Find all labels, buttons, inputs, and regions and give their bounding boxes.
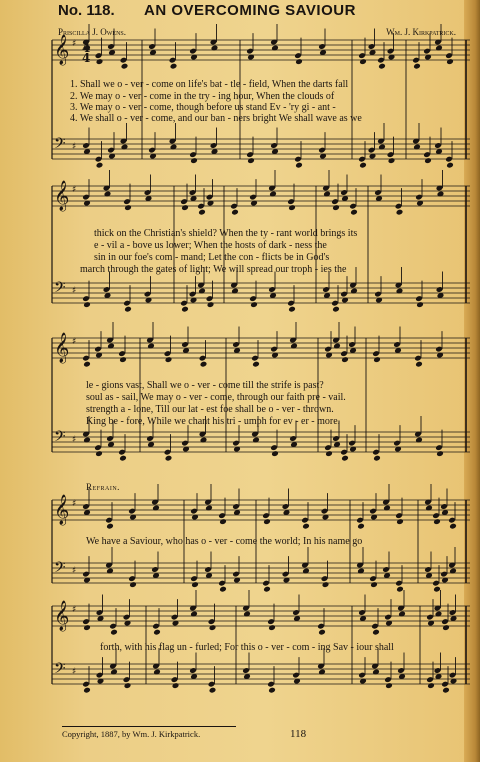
hymn-title: AN OVERCOMING SAVIOUR: [144, 2, 356, 19]
note-head: [170, 63, 178, 70]
hymn-number: No. 118.: [58, 2, 115, 19]
note-head: [124, 682, 132, 689]
lyric-line: thick on the Christian's shield? When the ty - rant world brings its: [94, 228, 358, 239]
note-head: [191, 581, 199, 588]
lyric-line: strength a - lone, Till our lat - est foe shall be o - ver - thrown.: [86, 404, 334, 415]
bass-clef-icon: 𝄢: [54, 559, 66, 580]
composer: Wm. J. Kirkpatrick.: [386, 27, 456, 37]
note-head: [318, 629, 326, 636]
note-head: [359, 162, 367, 169]
note-head: [83, 687, 91, 694]
note-head: [96, 58, 104, 65]
note-head: [268, 687, 276, 694]
treble-clef-icon: 𝄞: [54, 35, 70, 65]
note-head: [83, 301, 91, 308]
note-head: [373, 455, 381, 462]
sharp-icon: ♯: [72, 667, 77, 677]
sharp-icon: ♯: [72, 605, 77, 615]
lyric-line: march through the gates of light; We will spread our troph - ies the: [80, 264, 347, 275]
note-head: [378, 63, 386, 70]
treble-clef-icon: 𝄞: [54, 495, 70, 525]
sharp-icon: ♯: [72, 566, 77, 576]
note-head: [200, 361, 208, 368]
lyricist: Priscilla J. Owens.: [58, 27, 127, 37]
note-head: [416, 301, 424, 308]
note-head: [357, 523, 365, 530]
note-head: [124, 306, 132, 313]
note-head: [83, 361, 91, 368]
lyric-line: forth, with his flag un - furled; For this o - ver - com - ing Sav - iour shall: [100, 642, 394, 653]
lyric-line: 1. Shall we o - ver - come on life's bat - tle - field, When the darts fall: [70, 79, 349, 90]
note-head: [415, 361, 423, 368]
note-head: [250, 301, 258, 308]
note-head: [129, 581, 137, 588]
refrain-label: Refrain.: [86, 482, 120, 492]
note-head: [209, 624, 217, 631]
lyric-line: soul as - sail, We may o - ver - come, through our faith pre - vail.: [86, 392, 346, 403]
sharp-icon: ♯: [72, 142, 77, 152]
page-number: 118: [290, 728, 307, 740]
note-head: [165, 455, 173, 462]
lyric-line: We have a Saviour, who has o - ver - come the world; In his name go: [86, 536, 363, 547]
note-head: [219, 518, 227, 525]
sharp-icon: ♯: [72, 435, 77, 445]
note-head: [433, 586, 441, 593]
footer-rule: [62, 726, 236, 727]
sharp-icon: ♯: [72, 185, 77, 195]
note-head: [288, 204, 296, 211]
note-head: [96, 162, 104, 169]
note-head: [165, 356, 173, 363]
lyric-line: e - vil a - bove us lower; When the hosts of dark - ness the: [94, 240, 327, 251]
copyright-text: Copyright, 1887, by Wm. J. Kirkpatrick.: [62, 729, 201, 739]
note-head: [263, 586, 271, 593]
note-head: [302, 523, 310, 530]
note-head: [332, 204, 340, 211]
note-head: [446, 58, 454, 65]
bass-clef-icon: 𝄢: [54, 660, 66, 681]
note-head: [252, 361, 260, 368]
treble-clef-icon: 𝄞: [54, 181, 70, 211]
note-head: [295, 162, 303, 169]
note-head: [325, 450, 333, 457]
note-head: [288, 306, 296, 313]
sharp-icon: ♯: [72, 499, 77, 509]
note-head: [359, 58, 367, 65]
note-head: [442, 624, 450, 631]
note-head: [247, 157, 255, 164]
note-head: [385, 682, 393, 689]
bass-clef-icon: 𝄢: [54, 428, 66, 449]
note-head: [95, 450, 103, 457]
sharp-icon: ♯: [72, 39, 77, 49]
note-head: [190, 157, 198, 164]
copyright-footer: [62, 728, 307, 740]
note-head: [388, 157, 396, 164]
time-signature: 4: [82, 51, 91, 65]
note-head: [396, 518, 404, 525]
lyric-line: sin in our foe's com - mand; Let the con - flicts be in God's: [94, 252, 330, 263]
lyric-line: le - gions vast, Shall we o - ver - come till the strife is past?: [86, 380, 324, 391]
note-head: [268, 624, 276, 631]
lyric-line: King be - fore, While we chant his tri - umph for ev - er - more.: [86, 416, 341, 427]
note-head: [271, 450, 279, 457]
note-head: [396, 586, 404, 593]
note-head: [341, 455, 349, 462]
time-signature: 4: [82, 41, 91, 55]
note-head: [124, 204, 132, 211]
treble-clef-icon: 𝄞: [54, 601, 70, 631]
note-head: [433, 518, 441, 525]
note-head: [446, 162, 454, 169]
note-head: [373, 356, 381, 363]
bass-clef-icon: 𝄢: [54, 279, 66, 300]
note-head: [119, 455, 127, 462]
note-head: [295, 58, 303, 65]
note-head: [106, 523, 114, 530]
lyric-line: 2. We may o - ver - come in the try - ing hour, When the clouds of: [70, 91, 335, 102]
note-head: [413, 63, 421, 70]
note-head: [198, 209, 206, 216]
note-head: [322, 581, 330, 588]
note-head: [370, 581, 378, 588]
sharp-icon: ♯: [72, 286, 77, 296]
note-head: [83, 624, 91, 631]
lyric-line: 3. We may o - ver - come, though before us stand Ev - 'ry gi - ant -: [70, 102, 336, 113]
note-head: [396, 209, 404, 216]
note-head: [121, 63, 129, 70]
note-head: [219, 586, 227, 593]
note-head: [424, 157, 432, 164]
note-head: [181, 204, 189, 211]
note-head: [110, 629, 118, 636]
note-head: [172, 682, 180, 689]
note-head: [119, 356, 127, 363]
bass-clef-icon: 𝄢: [54, 135, 66, 156]
note-head: [449, 523, 457, 530]
note-head: [263, 518, 271, 525]
note-head: [332, 306, 340, 313]
note-head: [442, 687, 450, 694]
lyric-line: 4. We shall o - ver - come, and our ban - ners bright We shall wave as we: [70, 113, 362, 124]
note-head: [209, 687, 217, 694]
note-head: [231, 209, 239, 216]
treble-clef-icon: 𝄞: [54, 333, 70, 363]
note-head: [341, 356, 349, 363]
note-head: [436, 450, 444, 457]
note-head: [372, 629, 380, 636]
note-head: [427, 682, 435, 689]
note-head: [350, 209, 358, 216]
sharp-icon: ♯: [72, 337, 77, 347]
note-head: [153, 629, 161, 636]
note-head: [207, 301, 215, 308]
note-head: [181, 306, 189, 313]
